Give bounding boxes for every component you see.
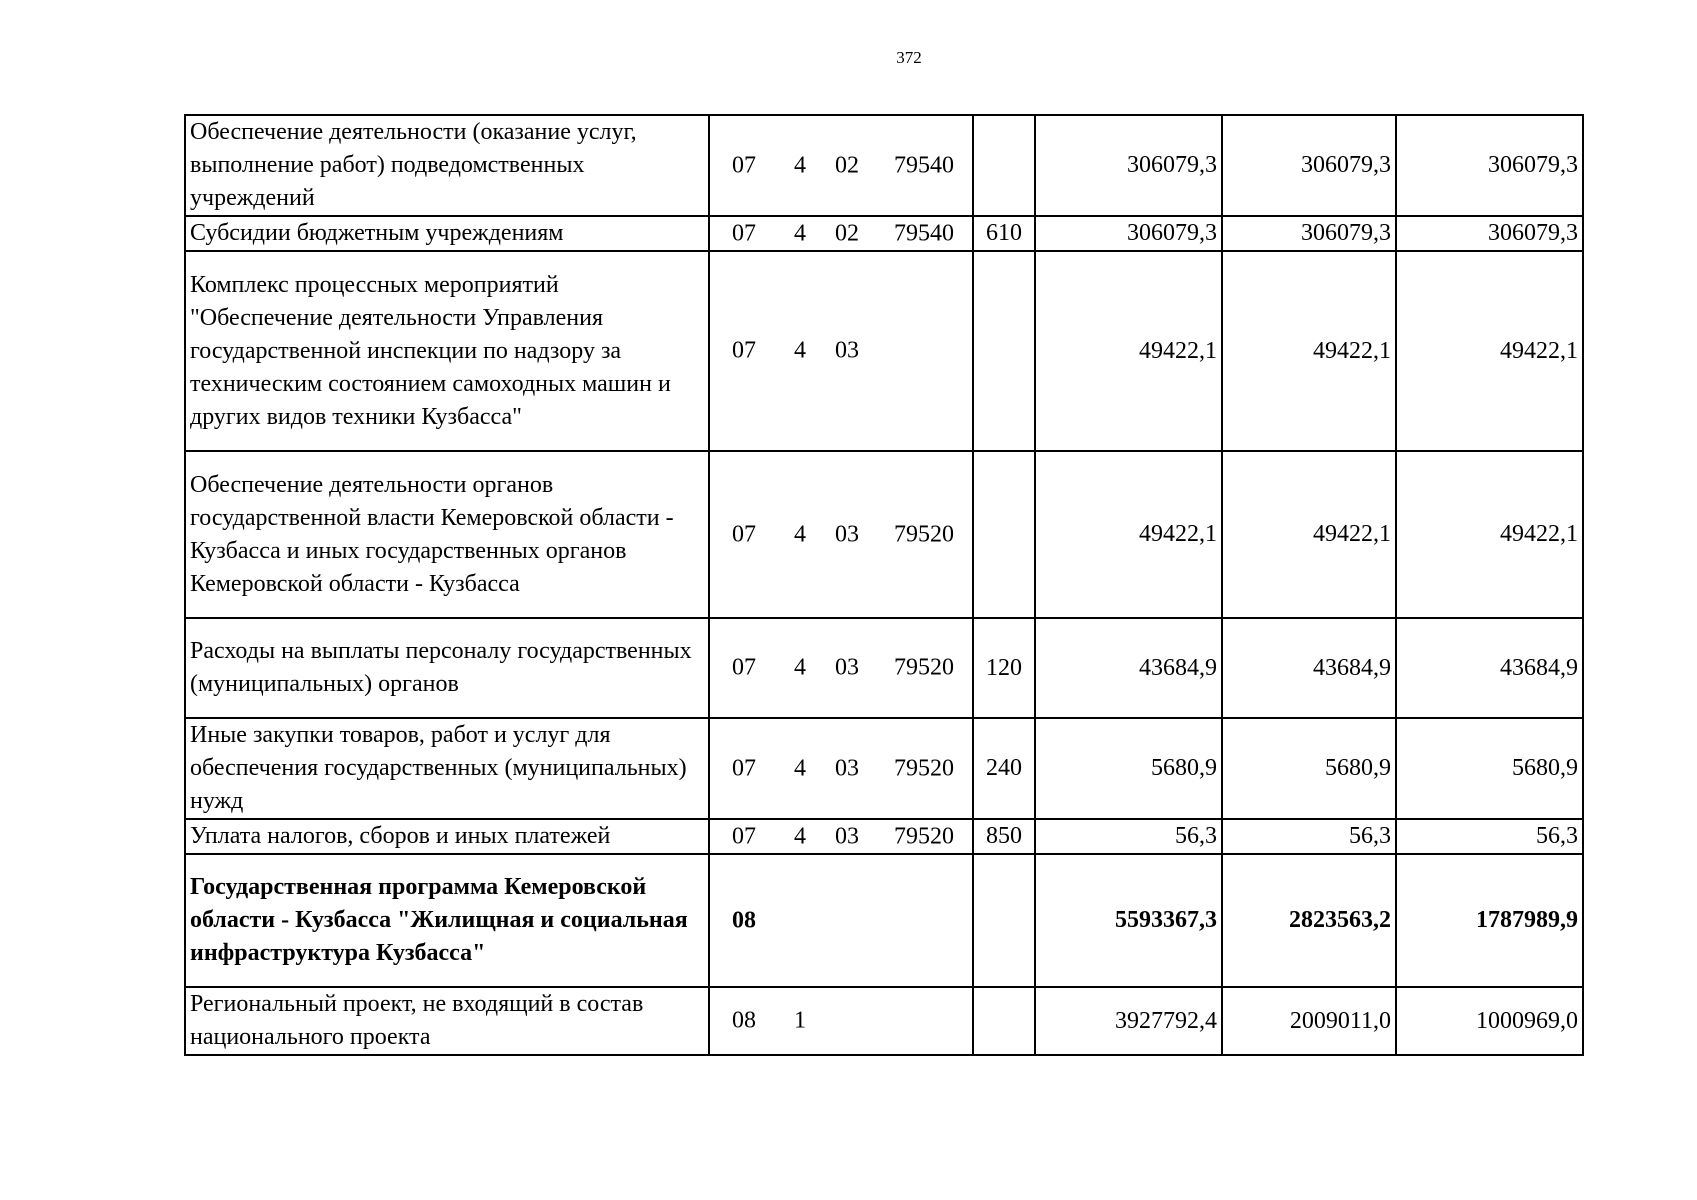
expense-type-code: 850	[973, 819, 1035, 854]
target-article-code	[709, 618, 973, 718]
amount-year-2: 49422,1	[1222, 451, 1396, 618]
subprogram-code: 4	[794, 152, 806, 178]
target-article-code	[709, 115, 973, 216]
program-code: 07	[732, 337, 756, 364]
program-code: 07	[732, 152, 756, 178]
amount-year-3: 49422,1	[1396, 251, 1583, 451]
table-row	[185, 618, 1583, 718]
amount-year-3: 43684,9	[1396, 618, 1583, 718]
row-description: Обеспечение деятельности (оказание услуг, выполнение работ) подведомственных учреждений	[185, 115, 709, 216]
target-article-code	[709, 216, 973, 251]
row-description: Комплекс процессных мероприятий "Обеспечение деятельности Управления государственной инспекции по надзору за техническим состоянием самоходных машин и других видов техники Кузбасса"	[185, 251, 709, 451]
subprogram-code: 4	[794, 755, 806, 781]
expense-type-code	[973, 451, 1035, 618]
table-row	[185, 987, 1583, 1055]
direction-code: 79540	[894, 152, 954, 178]
program-code: 08	[732, 1007, 756, 1034]
amount-year-3: 306079,3	[1396, 115, 1583, 216]
amount-year-1: 306079,3	[1035, 115, 1222, 216]
main-activity-code: 02	[835, 220, 859, 246]
amount-year-2: 306079,3	[1222, 115, 1396, 216]
target-article-code	[709, 451, 973, 618]
table-row	[185, 115, 1583, 216]
amount-year-3: 49422,1	[1396, 451, 1583, 618]
program-code: 07	[732, 755, 756, 781]
subprogram-code: 4	[794, 521, 806, 547]
subprogram-code: 4	[794, 823, 806, 849]
amount-year-2: 306079,3	[1222, 216, 1396, 251]
target-article-code	[709, 819, 973, 854]
amount-year-3: 56,3	[1396, 819, 1583, 854]
amount-year-2: 43684,9	[1222, 618, 1396, 718]
table-row	[185, 854, 1583, 987]
amount-year-2: 2009011,0	[1222, 987, 1396, 1055]
main-activity-code: 03	[835, 755, 859, 781]
table-row	[185, 451, 1583, 618]
amount-year-1: 56,3	[1035, 819, 1222, 854]
amount-year-3: 1000969,0	[1396, 987, 1583, 1055]
budget-table	[184, 114, 1584, 1056]
row-description: Государственная программа Кемеровской области - Кузбасса "Жилищная и социальная инфраструктура Кузбасса"	[185, 854, 709, 987]
amount-year-2: 56,3	[1222, 819, 1396, 854]
direction-code: 79520	[894, 823, 954, 849]
expense-type-code: 610	[973, 216, 1035, 251]
amount-year-3: 5680,9	[1396, 718, 1583, 819]
main-activity-code: 03	[835, 823, 859, 849]
subprogram-code: 4	[794, 654, 806, 681]
amount-year-1: 5593367,3	[1035, 854, 1222, 987]
main-activity-code: 03	[835, 521, 859, 547]
row-description: Уплата налогов, сборов и иных платежей	[185, 819, 709, 854]
subprogram-code: 4	[794, 337, 806, 364]
page-number: 372	[896, 48, 922, 67]
amount-year-1: 5680,9	[1035, 718, 1222, 819]
target-article-code	[709, 854, 973, 987]
expense-type-code	[973, 854, 1035, 987]
amount-year-1: 49422,1	[1035, 251, 1222, 451]
row-description: Иные закупки товаров, работ и услуг для обеспечения государственных (муниципальных) нужд	[185, 718, 709, 819]
program-code: 07	[732, 823, 756, 849]
main-activity-code: 03	[835, 654, 859, 681]
row-description: Обеспечение деятельности органов государственной власти Кемеровской области - Кузбасса и иных государственных органов Кемеровской области - Кузбасса	[185, 451, 709, 618]
expense-type-code: 240	[973, 718, 1035, 819]
amount-year-2: 2823563,2	[1222, 854, 1396, 987]
expense-type-code	[973, 987, 1035, 1055]
amount-year-1: 306079,3	[1035, 216, 1222, 251]
direction-code: 79520	[894, 654, 954, 681]
table-row	[185, 216, 1583, 251]
direction-code: 79540	[894, 220, 954, 246]
target-article-code	[709, 987, 973, 1055]
program-code: 07	[732, 521, 756, 547]
expense-type-code: 120	[973, 618, 1035, 718]
amount-year-2: 49422,1	[1222, 251, 1396, 451]
program-code: 07	[732, 220, 756, 246]
target-article-code	[709, 251, 973, 451]
amount-year-1: 49422,1	[1035, 451, 1222, 618]
program-code: 07	[732, 654, 756, 681]
amount-year-3: 1787989,9	[1396, 854, 1583, 987]
amount-year-1: 3927792,4	[1035, 987, 1222, 1055]
expense-type-code	[973, 251, 1035, 451]
amount-year-3: 306079,3	[1396, 216, 1583, 251]
table-row	[185, 251, 1583, 451]
direction-code: 79520	[894, 755, 954, 781]
row-description: Расходы на выплаты персоналу государственных (муниципальных) органов	[185, 618, 709, 718]
table-row	[185, 718, 1583, 819]
direction-code: 79520	[894, 521, 954, 547]
table-row	[185, 819, 1583, 854]
row-description: Региональный проект, не входящий в состав национального проекта	[185, 987, 709, 1055]
amount-year-1: 43684,9	[1035, 618, 1222, 718]
target-article-code	[709, 718, 973, 819]
expense-type-code	[973, 115, 1035, 216]
row-description: Субсидии бюджетным учреждениям	[185, 216, 709, 251]
main-activity-code: 02	[835, 152, 859, 178]
subprogram-code: 4	[794, 220, 806, 246]
main-activity-code: 03	[835, 337, 859, 364]
subprogram-code: 1	[794, 1007, 806, 1034]
program-code: 08	[732, 907, 756, 933]
amount-year-2: 5680,9	[1222, 718, 1396, 819]
